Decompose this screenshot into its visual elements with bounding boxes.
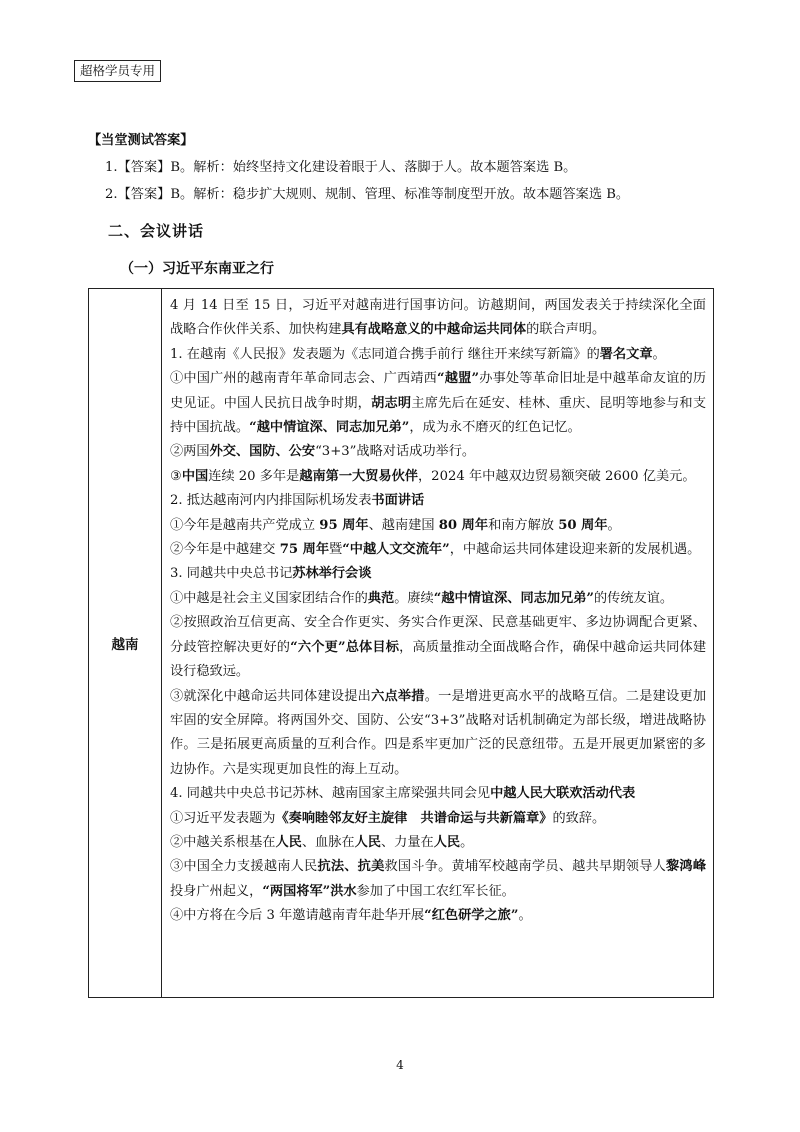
quiz-answers bbox=[88, 127, 728, 208]
intro-paragraph: 4 月 14 日至 15 日，习近平对越南进行国事访问。访越期间，两国发表关于持续深化全面战略合作伙伴关系、加快构建具有战略意义的中越命运共同体的联合声明。 bbox=[170, 298, 706, 338]
section-4-point-2: ②中越关系根基在人民、血脉在人民、力量在人民。 bbox=[170, 834, 474, 850]
section-title: 二、会议讲话 bbox=[108, 222, 205, 240]
section-3-point-2: ②按照政治互信更高、安全合作更实、务实合作更深、民意基础更牢、多边协调配合更紧、分歧管控解决更好的“六个更”总体目标，高质量推动全面战略合作，确保中越命运共同体建设行稳致远。 bbox=[170, 615, 707, 680]
section-1-point-2: ②两国外交、国防、公安“3+3”战略对话成功举行。 bbox=[170, 444, 476, 460]
subsection-title: （一）习近平东南亚之行 bbox=[120, 261, 274, 277]
section-3-point-3: ③就深化中越命运共同体建设提出六点举措。一是增进更高水平的战略互信。二是建设更加牢固的安全屏障。将两国外交、国防、公安“3+3”战略对话机制确定为部长级，增进战略协作。三是拓展更高质量的互利合作。四是系牢更加广泛的民意纽带。五是开展更加紧密的多边协作。六是实现更加良性的海上互动。 bbox=[170, 688, 707, 777]
content-cell bbox=[162, 289, 714, 998]
answer-item-2: 2.【答案】B。解析：稳步扩大规则、规制、管理、标准等制度型开放。故本题答案选 B。 bbox=[105, 187, 630, 202]
visit-summary-table bbox=[88, 288, 714, 998]
section-2-heading: 2. 抵达越南河内内排国际机场发表书面讲话 bbox=[170, 493, 425, 509]
section-2-point-1: ①今年是越南共产党成立 95 周年、越南建国 80 周年和南方解放 50 周年。 bbox=[170, 517, 621, 533]
country-cell bbox=[89, 289, 162, 998]
section-4-point-1: ①习近平发表题为《奏响睦邻友好主旋律 共谱命运与共新篇章》的致辞。 bbox=[170, 810, 606, 826]
page-number: 4 bbox=[396, 1058, 404, 1072]
section-1-point-1: ①中国广州的越南青年革命同志会、广西靖西“越盟”办事处等革命旧址是中越革命友谊的历史见证。中国人民抗日战争时期，胡志明主席先后在延安、桂林、重庆、昆明等地参与和支持中国抗战。“越中情谊深、同志加兄弟”，成为永不磨灭的红色记忆。 bbox=[170, 371, 707, 436]
section-1-heading: 1. 在越南《人民报》发表题为《志同道合携手前行 继往开来续写新篇》的署名文章。 bbox=[170, 346, 666, 362]
section-2-point-2: ②今年是中越建交 75 周年暨“中越人文交流年”，中越命运共同体建设迎来新的发展机遇。 bbox=[170, 542, 701, 558]
student-only-badge: 超格学员专用 bbox=[74, 60, 161, 82]
section-3-heading: 3. 同越共中央总书记苏林举行会谈 bbox=[170, 566, 372, 582]
section-4-point-4: ④中方将在今后 3 年邀请越南青年赴华开展“红色研学之旅”。 bbox=[170, 908, 532, 924]
section-4-heading: 4. 同越共中央总书记苏林、越南国家主席梁强共同会见中越人民大联欢活动代表 bbox=[170, 786, 636, 802]
section-4-point-3: ③中国全力支援越南人民抗法、抗美救国斗争。黄埔军校越南学员、越共早期领导人黎鸿峰投身广州起义，“两国将军”洪水参加了中国工农红军长征。 bbox=[170, 859, 707, 899]
answer-item-1: 1.【答案】B。解析：始终坚持文化建设着眼于人、落脚于人。故本题答案选 B。 bbox=[105, 160, 577, 175]
answers-heading: 【当堂测试答案】 bbox=[88, 133, 194, 148]
section-3-point-1: ①中越是社会主义国家团结合作的典范。赓续“越中情谊深、同志加兄弟”的传统友谊。 bbox=[170, 590, 674, 606]
section-1-point-3: ③中国连续 20 多年是越南第一大贸易伙伴，2024 年中越双边贸易额突破 2600 亿美元。 bbox=[170, 468, 696, 484]
country-label: 越南 bbox=[111, 637, 139, 653]
